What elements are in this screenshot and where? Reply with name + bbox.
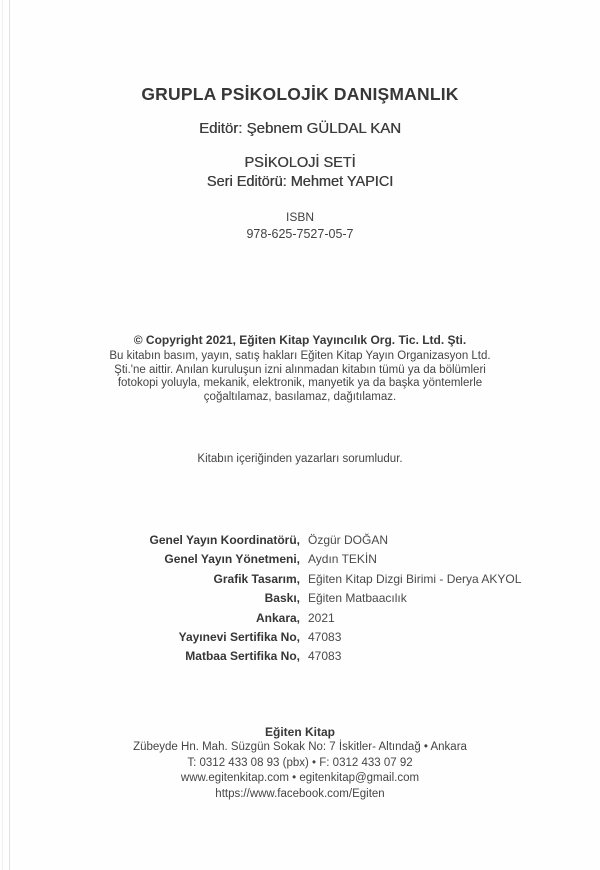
- publisher-name: Eğiten Kitap: [264, 725, 335, 739]
- credit-value: 47083: [308, 630, 342, 645]
- publisher-web-email: www.egitenkitap.com • egitenkitap@gmail.com: [180, 772, 420, 785]
- content-responsibility-note: Kitabın içeriğinden yazarları sorumludur.: [197, 453, 403, 465]
- credit-value: 47083: [308, 649, 342, 664]
- publisher-facebook-url: https://www.facebook.com/Egiten: [215, 787, 385, 800]
- isbn-number: 978-625-7527-05-7: [246, 227, 354, 241]
- credit-label: Matbaa Sertifika No,: [185, 649, 300, 664]
- credit-row: [0, 628, 600, 647]
- publisher-address: Zübeyde Hn. Mah. Süzgün Sokak No: 7 İskitler- Altındağ • Ankara: [133, 741, 467, 753]
- book-title: GRUPLA PSİKOLOJİK DANIŞMANLIK: [141, 84, 459, 104]
- credit-row: [0, 570, 600, 589]
- book-editor: Editör: Şebnem GÜLDAL KAN: [198, 120, 402, 137]
- copyright-notice-line: çoğaltılamaz, basılamaz, dağıtılamaz.: [203, 390, 397, 403]
- copyright-notice-line: Şti.'ne aittir. Anılan kuruluşun izni alınmadan kitabın tümü ya da bölümleri: [114, 363, 486, 376]
- credit-label: Baskı,: [264, 591, 300, 606]
- copyright-notice-line: Bu kitabın basım, yayın, satış hakları Eğiten Kitap Yayın Organizasyon Ltd.: [109, 350, 491, 362]
- isbn-label: ISBN: [285, 210, 314, 224]
- credit-label: Yayınevi Sertifika No,: [178, 630, 300, 645]
- copyright-notice-line: fotokopi yoluyla, mekanik, elektronik, manyetik ya da başka yöntemlerle: [117, 377, 483, 390]
- credit-label: Genel Yayın Yönetmeni,: [164, 552, 300, 567]
- credit-label: Ankara,: [255, 610, 300, 625]
- publisher-contact-block: [0, 724, 600, 802]
- credit-label: Genel Yayın Koordinatörü,: [149, 533, 300, 547]
- publisher-phone-fax: T: 0312 433 08 93 (pbx) • F: 0312 433 07 92: [187, 756, 413, 769]
- credits-table: [0, 531, 600, 667]
- copyright-notice: [0, 350, 600, 404]
- credit-row: [0, 550, 600, 569]
- credit-row: [0, 609, 600, 628]
- credit-row: [0, 647, 600, 666]
- copyright-heading: © Copyright 2021, Eğiten Kitap Yayıncılık Org. Tic. Ltd. Şti.: [133, 333, 467, 347]
- credit-row: [0, 589, 600, 608]
- credit-value: Eğiten Matbaacılık: [308, 591, 407, 606]
- series-editor: Seri Editörü: Mehmet YAPICI: [206, 174, 394, 190]
- credit-label: Grafik Tasarım,: [213, 571, 300, 586]
- credit-value: Eğiten Kitap Dizgi Birimi - Derya AKYOL: [308, 571, 522, 586]
- credit-row: [0, 531, 600, 550]
- series-name: PSİKOLOJİ SETİ: [244, 155, 356, 171]
- credit-value: Özgür DOĞAN: [308, 533, 389, 547]
- credit-value: 2021: [308, 610, 335, 625]
- credit-value: Aydın TEKİN: [308, 552, 377, 567]
